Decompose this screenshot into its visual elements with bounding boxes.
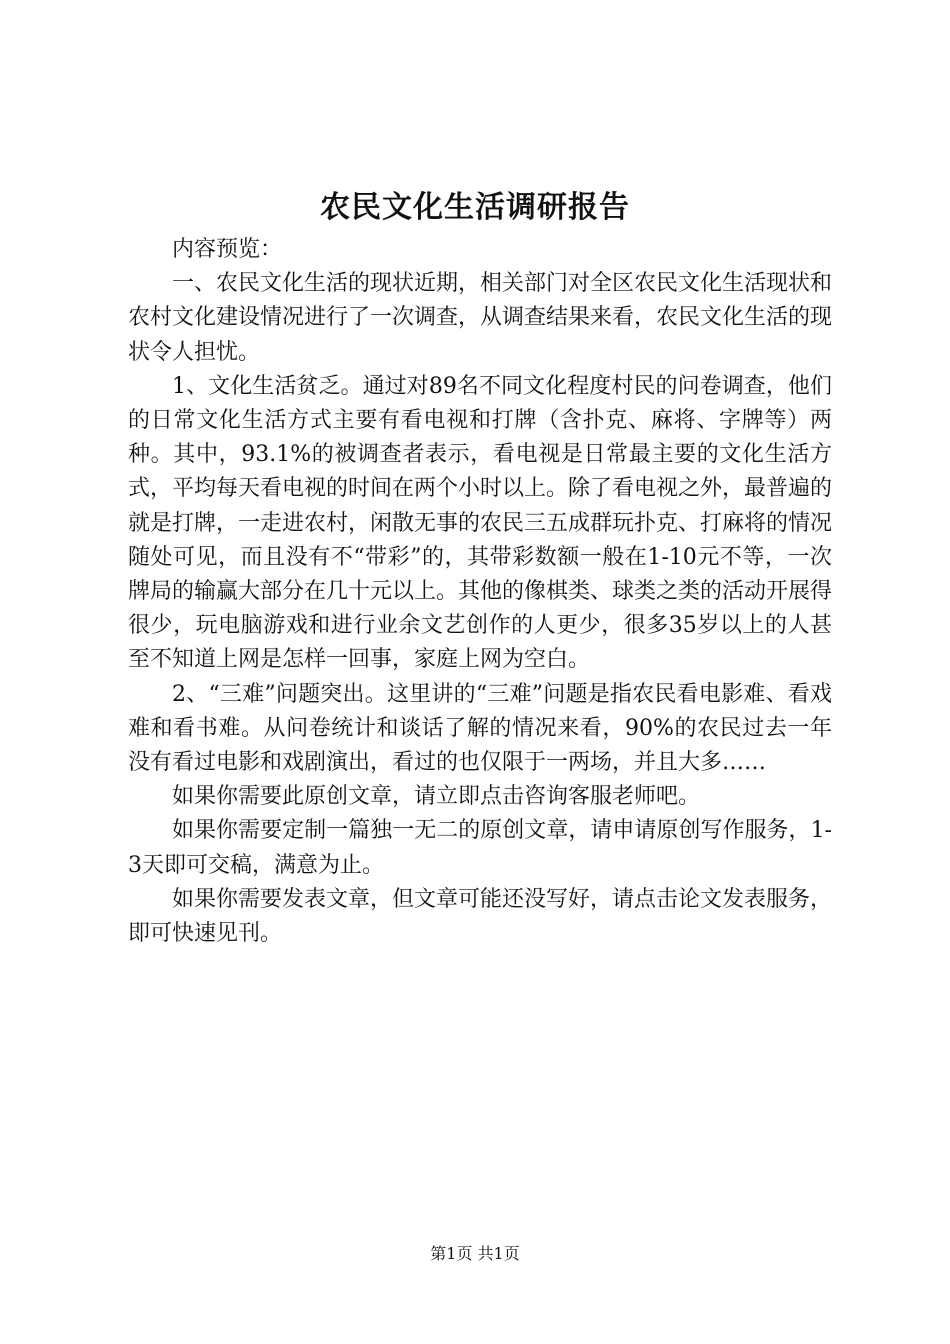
paragraph-publish-service: 如果你需要发表文章，但文章可能还没写好，请点击论文发表服务，即可快速见刊。 (128, 886, 833, 947)
paragraph-section-2: 2、“三难”问题突出。这里讲的“三难”问题是指农民看电影难、看戏难和看书难。从问卷统计和谈话了解的情况来看，90%的农民过去一年没有看过电影和戏剧演出，看过的也仅限于一两场，并且大多…… (128, 681, 832, 776)
paragraph-intro: 一、农民文化生活的现状近期，相关部门对全区农民文化生活现状和农村文化建设情况进行了一次调查，从调查结果来看，农民文化生活的现状令人担忧。 (128, 271, 833, 365)
page-footer: 第1页 共1页 (430, 1244, 520, 1263)
paragraph-contact: 如果你需要此原创文章，请立即点击咨询客服老师吧。 (172, 784, 701, 810)
paragraph-section-1: 1、文化生活贫乏。通过对89名不同文化程度村民的问卷调查，他们的日常文化生活方式主要有看电视和打牌（含扑克、麻将、字牌等）两种。其中，93.1%的被调查者表示，看电视是日常最主要的文化生活方式，平均每天看电视的时间在两个小时以上。除了看电视之外，最普遍的就是打牌，一走进农村，闲散无事的农民三五成群玩扑克、打麻将的情况随处可见，而且没有不“带彩”的，其带彩数额一般在1-10元不等，一次牌局的输赢大部分在几十元以上。其他的像棋类、球类之类的活动开展得很少，玩电脑游戏和进行业余文艺创作的人更少，很多35岁以上的人甚至不知道上网是怎样一回事，家庭上网为空白。 (128, 373, 833, 673)
document-title: 农民文化生活调研报告 (320, 190, 630, 225)
preview-label: 内容预览： (172, 237, 283, 262)
paragraph-custom-service: 如果你需要定制一篇独一无二的原创文章，请申请原创写作服务，1-3天即可交稿，满意为止。 (128, 818, 832, 878)
document-body (128, 233, 832, 951)
